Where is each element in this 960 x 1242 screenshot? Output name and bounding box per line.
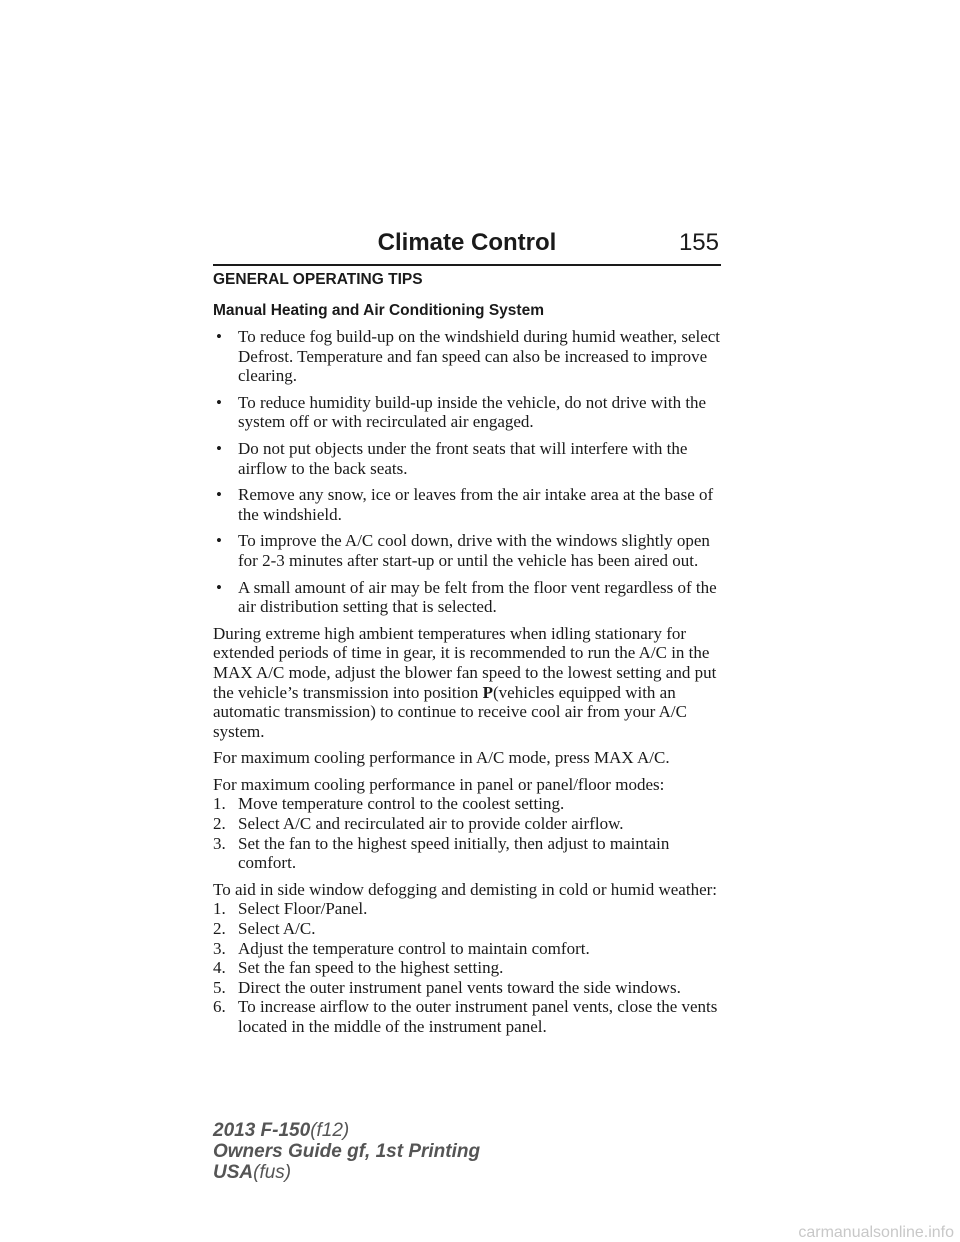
list-item-text: Do not put objects under the front seats that will interfere with the airflow to the back seats. — [238, 438, 688, 478]
bullet-icon: • — [216, 392, 222, 412]
step-number: 2. — [213, 919, 226, 939]
step-text: To increase airflow to the outer instrument panel vents, close the vents located in the middle of the instrument panel. — [238, 997, 718, 1036]
step-text: Select A/C. — [238, 919, 316, 939]
step-item — [213, 958, 725, 978]
page-number: 155 — [678, 229, 719, 256]
footer-line-model — [213, 1120, 480, 1141]
list-item-text: Remove any snow, ice or leaves from the air intake area at the base of the windshield. — [238, 485, 714, 524]
footer-model: 2013 F-150 — [213, 1120, 311, 1141]
list-item — [213, 485, 725, 524]
step-number: 4. — [213, 958, 226, 978]
park-position-label: P — [482, 682, 494, 702]
max-ac-paragraph: For maximum cooling performance in A/C mode, press MAX A/C. — [213, 748, 670, 768]
bullet-icon: • — [216, 438, 222, 458]
site-watermark: carmanualsonline.info — [798, 1224, 954, 1241]
bullet-icon: • — [216, 531, 222, 551]
defog-steps — [213, 899, 725, 1036]
subsection-heading: Manual Heating and Air Conditioning System — [213, 302, 544, 319]
step-item — [213, 997, 725, 1036]
panel-mode-intro: For maximum cooling performance in panel or panel/floor modes: — [213, 774, 665, 794]
bullet-icon: • — [216, 577, 222, 597]
step-number: 2. — [213, 814, 226, 834]
step-item — [213, 814, 725, 834]
list-item — [213, 578, 725, 617]
list-item — [213, 327, 725, 386]
step-text: Direct the outer instrument panel vents toward the side windows. — [238, 977, 681, 997]
page-header — [213, 228, 721, 266]
step-item — [213, 978, 725, 998]
footer-line-market — [213, 1162, 480, 1183]
step-item — [213, 899, 725, 919]
bullet-icon: • — [216, 327, 222, 346]
step-text: Select A/C and recirculated air to provide colder airflow. — [238, 814, 624, 834]
paragraph-text: During extreme high ambient temperatures when idling stationary for extended periods of time in gear, it is recommended to run the A/C in the MAX A/C mode, adjust the blower fan speed to the lowest setting and put the vehicle’s transmission into position — [213, 623, 717, 702]
step-item — [213, 794, 725, 814]
page-content — [213, 270, 725, 1044]
step-text: Set the fan to the highest speed initially, then adjust to maintain comfort. — [238, 833, 670, 873]
panel-mode-steps — [213, 794, 725, 872]
list-item — [213, 393, 725, 432]
list-item-text: To reduce fog build-up on the windshield during humid weather, select Defrost. Temperature and fan speed can also be increased to improve clearing. — [238, 327, 721, 386]
footer-model-code: (f12) — [310, 1120, 350, 1141]
list-item — [213, 531, 725, 570]
chapter-title: Climate Control — [377, 229, 557, 256]
list-item-text: To improve the A/C cool down, drive with the windows slightly open for 2-3 minutes after start-up or until the vehicle has been aired out. — [238, 531, 710, 570]
step-number: 3. — [213, 833, 226, 853]
step-item — [213, 939, 725, 959]
footer-market: USA — [213, 1162, 254, 1183]
tips-list — [213, 327, 725, 617]
step-number: 1. — [213, 899, 226, 919]
extreme-temperature-paragraph — [213, 624, 725, 742]
footer-line-guide: Owners Guide gf, 1st Printing — [213, 1141, 481, 1162]
list-item-text: To reduce humidity build-up inside the vehicle, do not drive with the system off or with recirculated air engaged. — [238, 392, 707, 432]
step-text: Select Floor/Panel. — [238, 899, 368, 919]
step-text: Adjust the temperature control to maintain comfort. — [238, 938, 590, 958]
paragraph-text: (vehicles equipped with an automatic transmission) to continue to receive cool air from your A/C system. — [213, 682, 687, 741]
step-item — [213, 834, 725, 873]
step-text: Move temperature control to the coolest setting. — [238, 794, 565, 814]
document-footer — [213, 1120, 480, 1183]
list-item-text: A small amount of air may be felt from the floor vent regardless of the air distribution setting that is selected. — [238, 577, 717, 617]
step-number: 6. — [213, 997, 226, 1017]
step-item — [213, 919, 725, 939]
defog-intro: To aid in side window defogging and demisting in cold or humid weather: — [213, 879, 717, 899]
step-number: 1. — [213, 794, 226, 814]
step-number: 3. — [213, 938, 226, 958]
section-heading: GENERAL OPERATING TIPS — [213, 271, 423, 288]
bullet-icon: • — [216, 485, 222, 505]
step-text: Set the fan speed to the highest setting. — [238, 958, 504, 978]
list-item — [213, 439, 725, 478]
footer-market-code: (fus) — [253, 1162, 292, 1183]
step-number: 5. — [213, 977, 226, 997]
